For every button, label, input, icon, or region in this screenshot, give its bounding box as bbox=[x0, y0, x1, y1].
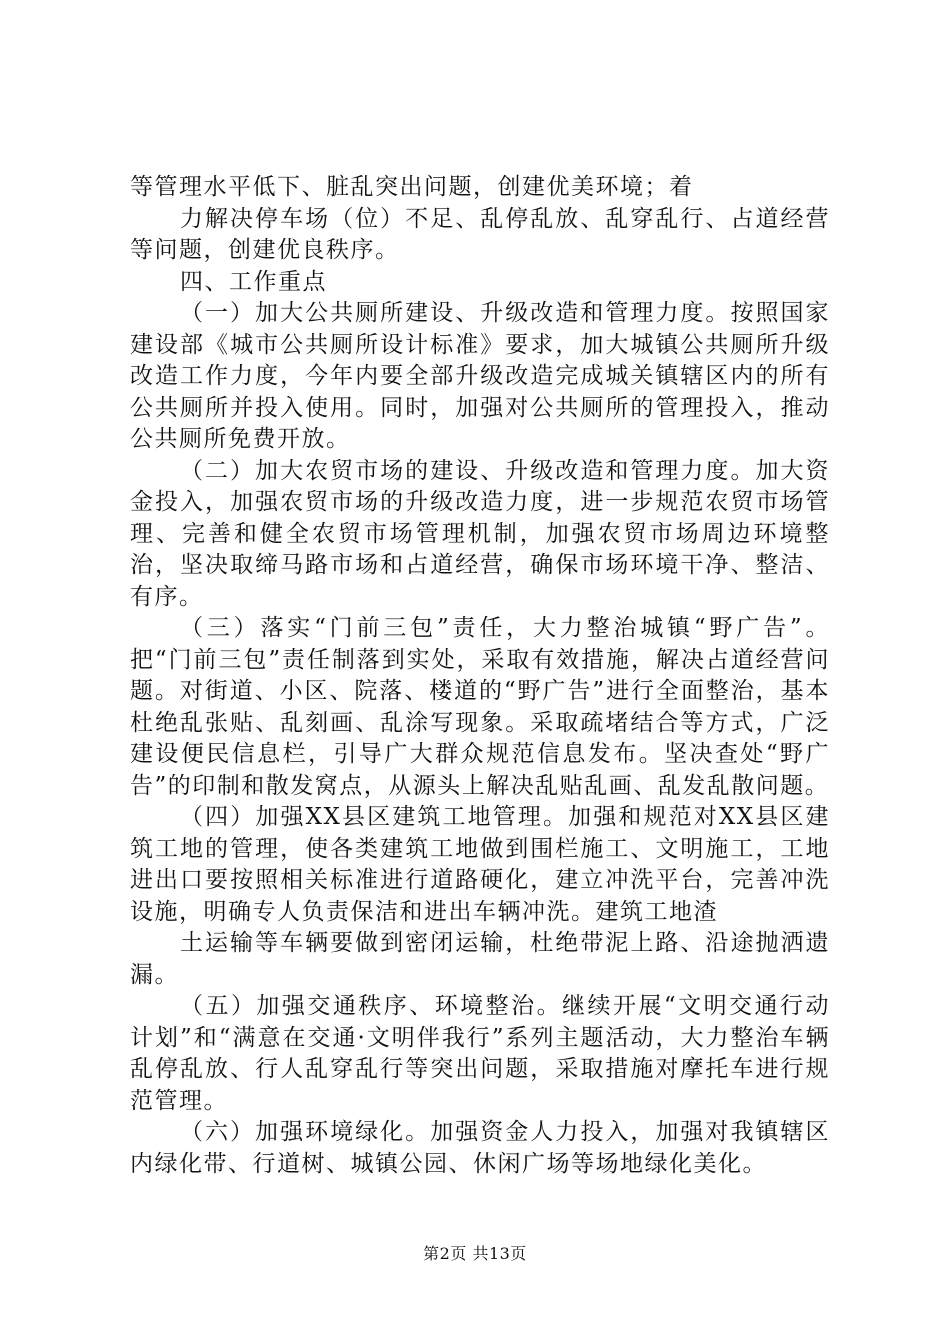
paragraph-continuation: 等管理水平低下、脏乱突出问题，创建优美环境；着 bbox=[130, 174, 694, 200]
paragraph-farmers-market: （二）加大农贸市场的建设、升级改造和管理力度。加大资金投入，加强农贸市场的升级改造力度，进一步规范农贸市场管理、完善和健全农贸市场管理机制，加强农贸市场周边环境整治，坚决取缔马路市场和占道经营，确保市场环境干净、整洁、有序。 bbox=[130, 457, 830, 610]
paragraph-greening: （六）加强环境绿化。加强资金人力投入，加强对我镇辖区内绿化带、行道树、城镇公园、休闲广场等场地绿化美化。 bbox=[130, 1119, 830, 1177]
paragraph-parking-order: 力解决停车场（位）不足、乱停乱放、乱穿乱行、占道经营等问题，创建优良秩序。 bbox=[130, 205, 830, 263]
page-number-footer: 第2页 共13页 bbox=[423, 1244, 527, 1263]
paragraph-traffic-order: （五）加强交通秩序、环境整治。继续开展“文明交通行动计划”和“满意在交通·文明伴我行”系列主题活动，大力整治车辆乱停乱放、行人乱穿乱行等突出问题，采取措施对摩托车进行规范管理。 bbox=[130, 993, 830, 1114]
section-heading-work-focus: 四、工作重点 bbox=[180, 268, 327, 295]
paragraph-construction-sites: （四）加强XX县区建筑工地管理。加强和规范对XX县区建筑工地的管理，使各类建筑工地做到围栏施工、文明施工，工地进出口要按照相关标准进行道路硬化，建立冲洗平台，完善冲洗设施，明确专人负责保洁和进出车辆冲洗。建筑工地渣 bbox=[130, 804, 830, 925]
paragraph-public-toilets: （一）加大公共厕所建设、升级改造和管理力度。按照国家建设部《城市公共厕所设计标准》要求，加大城镇公共厕所升级改造工作力度，今年内要全部升级改造完成城关镇辖区内的所有公共厕所并投入使用。同时，加强对公共厕所的管理投入，推动公共厕所免费开放。 bbox=[130, 300, 830, 452]
document-body bbox=[130, 172, 830, 1180]
paragraph-illegal-ads: （三）落实“门前三包”责任，大力整治城镇“野广告”。把“门前三包”责任制落到实处，采取有效措施，解决占道经营问题。对街道、小区、院落、楼道的“野广告”进行全面整治，基本杜绝乱张贴、乱刻画、乱涂写现象。采取疏堵结合等方式，广泛建设便民信息栏，引导广大群众规范信息发布。坚决查处“野广告”的印制和散发窝点，从源头上解决乱贴乱画、乱发乱散问题。 bbox=[130, 615, 830, 799]
paragraph-muck-transport: 土运输等车辆要做到密闭运输，杜绝带泥上路、沿途抛洒遗漏。 bbox=[130, 930, 830, 988]
